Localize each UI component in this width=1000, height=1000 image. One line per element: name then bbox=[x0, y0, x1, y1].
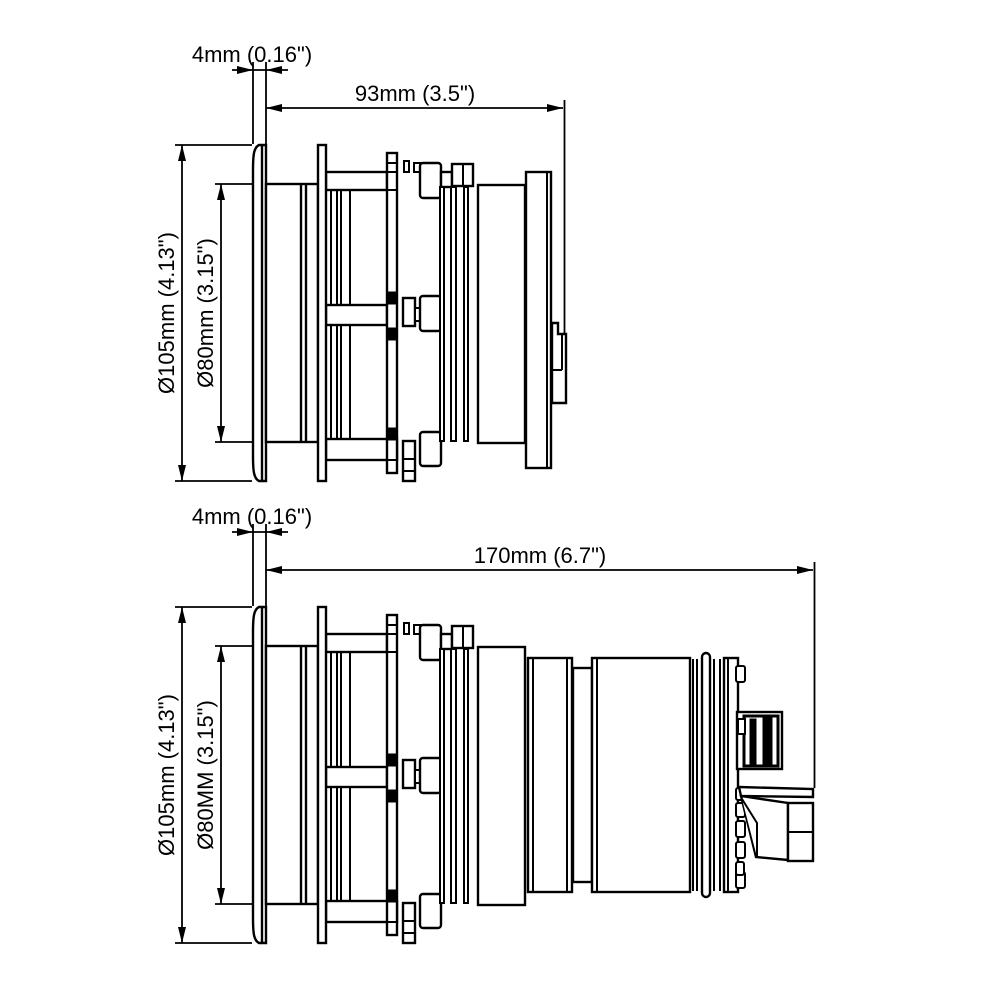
dim-cutout-diameter-long: Ø80MM (3.15") bbox=[193, 700, 218, 850]
rear-connector-tab bbox=[552, 323, 566, 403]
o-ring bbox=[702, 653, 710, 897]
rear-cylinder bbox=[592, 658, 690, 892]
view-short bbox=[154, 42, 566, 481]
dim-cutout-diameter-short: Ø80mm (3.15") bbox=[193, 238, 218, 388]
bracket-top-plate bbox=[739, 787, 813, 797]
rear-neck bbox=[573, 668, 592, 882]
dim-body-length-short: 93mm (3.5") bbox=[354, 81, 476, 106]
dim-body-length-long: 170mm (6.7") bbox=[473, 543, 607, 568]
dim-outer-diameter-short: Ø105mm (4.13") bbox=[154, 232, 179, 394]
dim-flange-thickness-long: 4mm (0.16") bbox=[191, 504, 313, 529]
dim-flange-thickness-short: 4mm (0.16") bbox=[191, 42, 313, 67]
rear-long bbox=[528, 653, 813, 897]
view-long bbox=[154, 504, 815, 943]
rear-short bbox=[526, 172, 566, 468]
dim-outer-diameter-long: Ø105mm (4.13") bbox=[154, 694, 179, 856]
bracket-wedge bbox=[741, 796, 788, 860]
